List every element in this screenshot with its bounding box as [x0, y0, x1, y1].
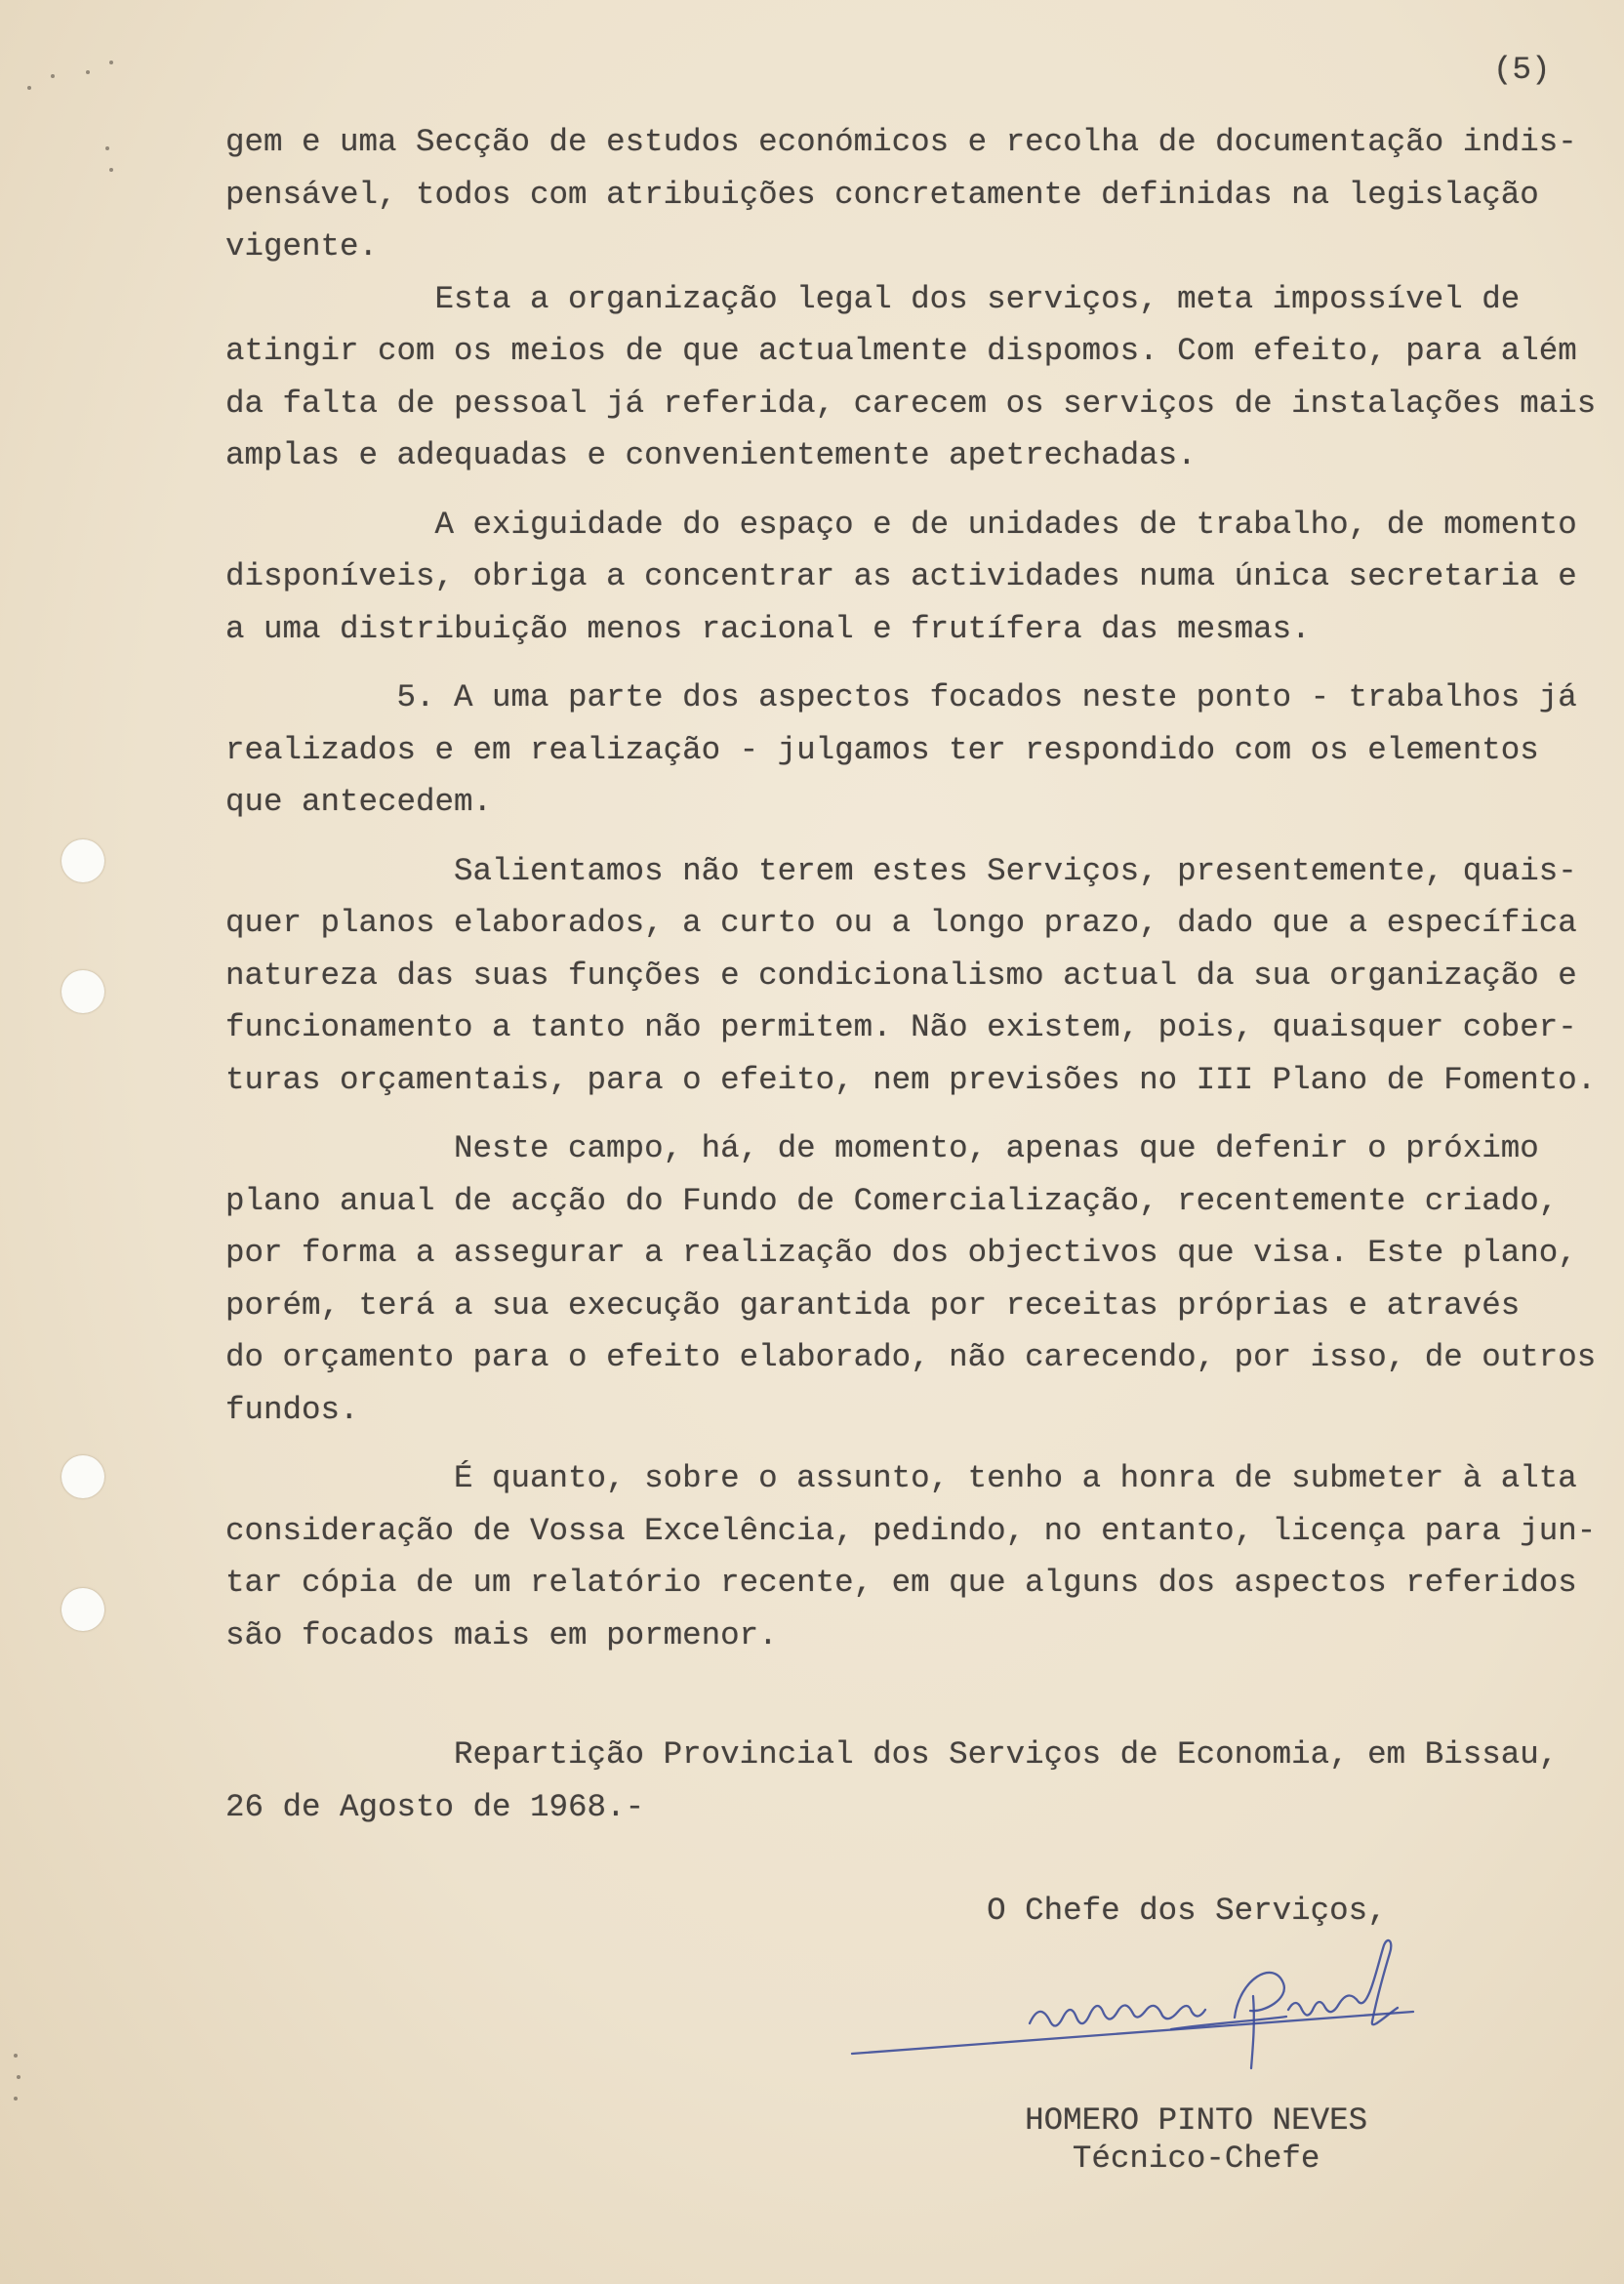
text-line: da falta de pessoal já referida, carecem os serviços de instalações mais — [225, 385, 1597, 422]
text-line: por forma a assegurar a realização dos objectivos que visa. Este plano, — [225, 1235, 1577, 1271]
punch-hole — [61, 839, 104, 882]
paper-speck — [109, 61, 113, 64]
text-line: natureza das suas funções e condicionalismo actual da sua organização e — [225, 957, 1577, 994]
paragraph — [225, 499, 1611, 656]
text-line: gem e uma Secção de estudos económicos e recolha de documentação indis- — [225, 124, 1577, 160]
signature-underline-stroke — [852, 2012, 1413, 2054]
text-line: A exiguidade do espaço e de unidades de trabalho, de momento — [434, 506, 1577, 543]
text-line: porém, terá a sua execução garantida por receitas próprias e através — [225, 1286, 1521, 1324]
text-line: pensável, todos com atribuições concretamente definidas na legislação — [225, 176, 1539, 213]
text-line: disponíveis, obriga a concentrar as actividades numa única secretaria e — [225, 558, 1577, 594]
paragraph — [225, 845, 1611, 1107]
letter-body — [225, 116, 1611, 1937]
text-line: realizados e em realização - julgamos ter respondido com os elementos — [225, 731, 1539, 768]
text-line: do orçamento para o efeito elaborado, não carecendo, por isso, de outros — [225, 1339, 1597, 1375]
page-number: (5) — [1493, 52, 1551, 88]
paper-speck — [14, 2054, 18, 2058]
text-line: que antecedem. — [225, 784, 493, 820]
date-line: 26 de Agosto de 1968.- — [225, 1788, 645, 1825]
punch-hole — [61, 970, 104, 1013]
paragraph — [225, 1452, 1611, 1661]
signatory-name-block — [225, 2101, 1611, 2178]
text-line: são focados mais em pormenor. — [225, 1616, 778, 1653]
paper-speck — [14, 2097, 18, 2100]
signature-surname-stroke — [1288, 1940, 1398, 2024]
paragraph — [225, 672, 1611, 829]
text-line: Neste campo, há, de momento, apenas que defenir o próximo — [454, 1130, 1539, 1166]
text-line: tar cópia de um relatório recente, em que alguns dos aspectos referidos — [225, 1565, 1577, 1601]
paragraph — [225, 1122, 1611, 1436]
paper-speck — [105, 146, 109, 150]
paragraph — [225, 273, 1611, 482]
text-line: Esta a organização legal dos serviços, meta impossível de — [434, 280, 1521, 317]
paper-speck — [27, 86, 31, 90]
place-line: Repartição Provincial dos Serviços de Economia, em Bissau, — [454, 1736, 1559, 1773]
text-line: a uma distribuição menos racional e frutífera das mesmas. — [225, 610, 1311, 647]
paper-speck — [86, 70, 90, 74]
text-line: É quanto, sobre o assunto, tenho a honra de submeter à alta — [454, 1460, 1577, 1496]
text-line: vigente. — [225, 228, 379, 265]
text-line: plano anual de acção do Fundo de Comercialização, recentemente criado, — [225, 1182, 1559, 1219]
closing-place-date — [225, 1729, 1611, 1833]
signature-first-name-stroke — [1030, 2005, 1205, 2025]
paper-speck — [109, 168, 113, 172]
paper-speck — [51, 74, 55, 78]
text-line: amplas e adequadas e convenientemente apetrechadas. — [225, 437, 1197, 473]
signatory-title: Técnico-Chefe — [1072, 2141, 1320, 2177]
punch-hole — [61, 1588, 104, 1631]
paper-speck — [17, 2075, 20, 2079]
text-line: funcionamento a tanto não permitem. Não existem, pois, quaisquer cober- — [225, 1009, 1577, 1045]
text-line: fundos. — [225, 1391, 359, 1428]
paragraph — [225, 116, 1611, 273]
punch-hole — [61, 1455, 104, 1498]
text-line: Salientamos não terem estes Serviços, presentemente, quais- — [454, 852, 1577, 889]
role-line: O Chefe dos Serviços, — [987, 1893, 1387, 1929]
text-line: quer planos elaborados, a curto ou a longo prazo, dado que a específica — [225, 905, 1577, 941]
text-line: turas orçamentais, para o efeito, nem previsões no III Plano de Fomento. — [225, 1061, 1597, 1098]
text-line: atingir com os meios de que actualmente dispomos. Com efeito, para além — [225, 333, 1577, 369]
text-line: 5. A uma parte dos aspectos focados neste ponto - trabalhos já — [396, 679, 1577, 715]
text-line: consideração de Vossa Excelência, pedindo, no entanto, licença para jun- — [225, 1512, 1597, 1549]
signature-vertical-stroke — [1251, 1996, 1254, 2068]
handwritten-signature — [849, 1928, 1435, 2074]
signature-loop-stroke — [1235, 1973, 1284, 2018]
signatory-name: HOMERO PINTO NEVES — [1025, 2102, 1368, 2139]
